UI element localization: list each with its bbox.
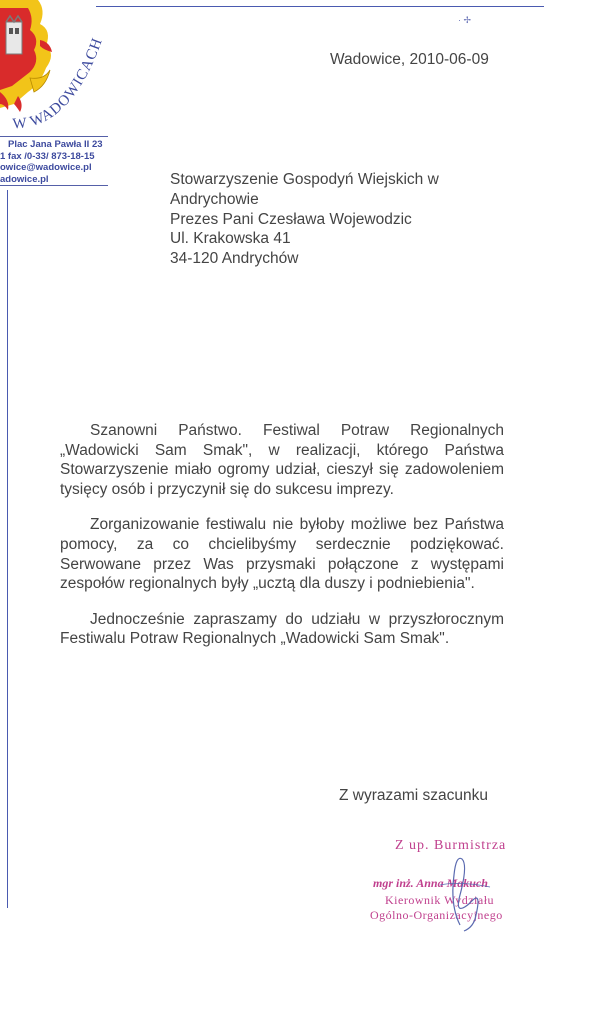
recipient-address [170, 170, 439, 269]
stamp-line: Ogólno-Organizacyjnego [370, 908, 503, 922]
stamp-line: mgr inż. Anna Makuch [373, 876, 488, 890]
recipient-line: 34-120 Andrychów [170, 250, 299, 268]
recipient-line: Stowarzyszenie Gospodyń Wiejskich w [170, 171, 439, 188]
body-paragraph: Jednocześnie zapraszamy do udziału w przyszłorocznym Festiwalu Potraw Regionalnych „Wadowicki Sam Smak". [60, 610, 504, 648]
recipient-line: Ul. Krakowska 41 [170, 230, 291, 248]
letter-date: Wadowice, 2010-06-09 [330, 51, 489, 68]
address-line: owice@wadowice.pl [0, 162, 92, 173]
margin-line [7, 190, 8, 908]
corner-mark: · ✢ [458, 15, 472, 25]
body-paragraph: Zorganizowanie festiwalu nie byłoby możliwe bez Państwa pomocy, za co chcielibyśmy serdecznie podziękować. Serwowane przez Was przysmaki połączone z występami zespołów regionalnych były „ucztą dla duszy i podniebienia". [60, 516, 504, 593]
header-rule-bottom [0, 185, 108, 186]
stamp-line: Z up. Burmistrza [395, 838, 507, 853]
crest-text: W WADOWICACH [11, 35, 106, 133]
sender-address-block [0, 139, 103, 185]
handwritten-signature [420, 845, 500, 935]
recipient-line: Andrychowie [170, 190, 259, 208]
header-rule-top [0, 136, 108, 137]
body-paragraph: Szanowni Państwo. Festiwal Potraw Regionalnych „Wadowicki Sam Smak", w realizacji, którego Państwa Stowarzyszenie miało ogromy udział, cieszył się zadowoleniem tysięcy osób i przyczynił się do sukcesu imprezy. [60, 422, 504, 498]
address-line: 1 fax /0-33/ 873-18-15 [0, 150, 95, 162]
letter-body [60, 421, 504, 665]
address-line: Plac Jana Pawła II 23 [8, 139, 103, 150]
stamp-line: Kierownik Wydziału [385, 893, 495, 907]
recipient-line: Prezes Pani Czesława Wojewodzic [170, 210, 412, 228]
closing-salutation: Z wyrazami szacunku [339, 787, 489, 804]
municipal-crest-logo [0, 0, 120, 140]
address-line: adowice.pl [0, 173, 49, 185]
top-border-line [96, 6, 544, 7]
